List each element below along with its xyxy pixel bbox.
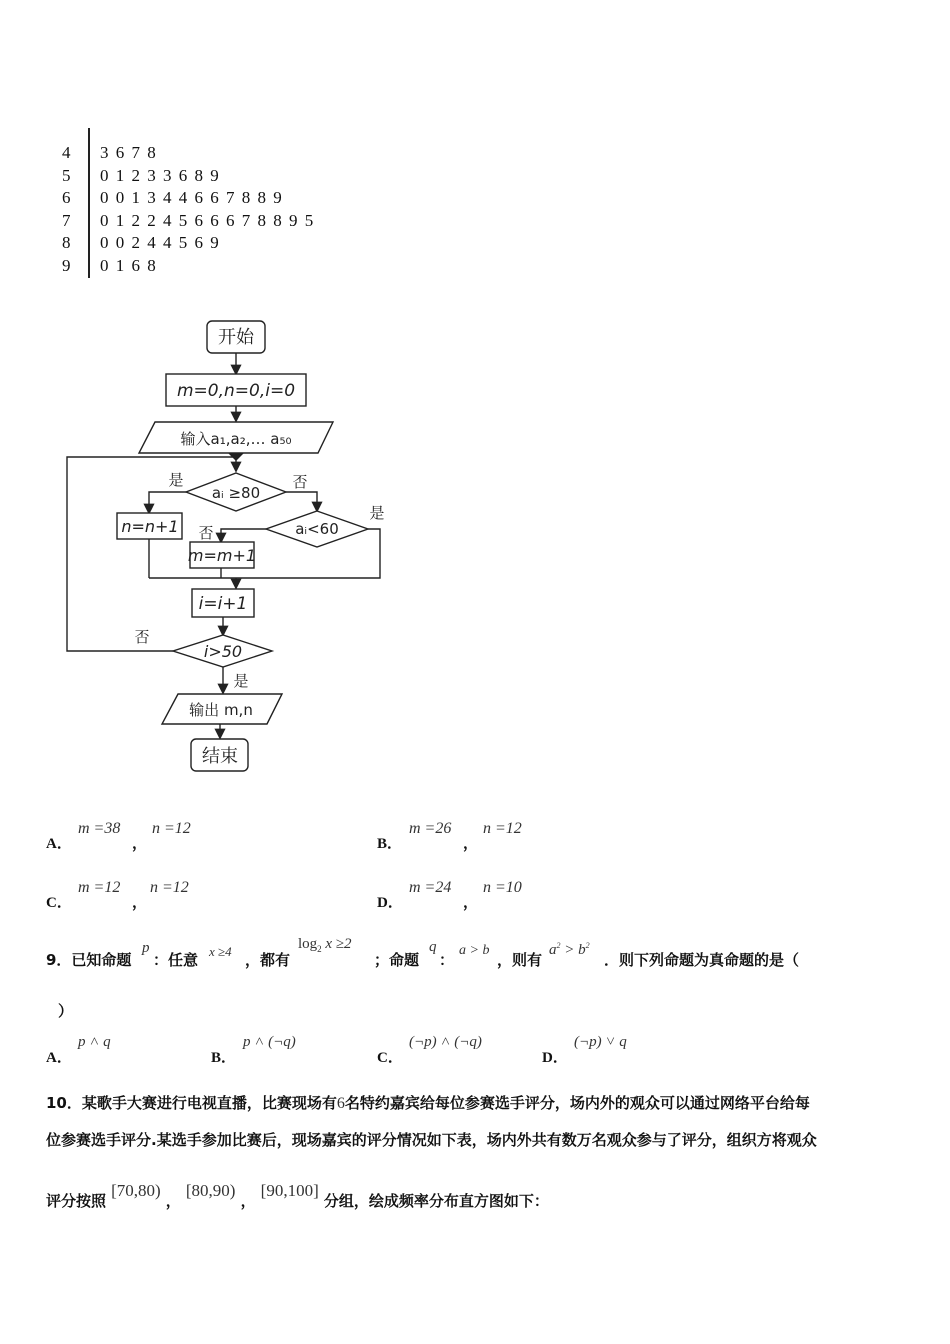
- i-update-label: i=i+1: [198, 594, 248, 614]
- no3-label: 否: [134, 628, 150, 646]
- a2-b2-expression: $a^2 > b^2$: [549, 941, 590, 958]
- stem-row: 6 0 0 1 3 4 4 6 6 7 8 8 9: [62, 188, 282, 207]
- stem-row: 9 0 1 6 8: [62, 256, 156, 275]
- no1-label: 否: [292, 473, 308, 491]
- cond1-label: aᵢ ≥80: [211, 484, 261, 502]
- q10-line-3: 评分按照 [70,80) ， [80,90) ， [90,100] 分组，绘成频率分布直方图如下：: [46, 1181, 549, 1210]
- option-a: A． m =38 ， n =12: [46, 820, 191, 852]
- output-label: 输出 m,n: [189, 701, 253, 719]
- option-b: B． m =26 ， n =12: [377, 820, 522, 852]
- stem-row: 8 0 0 2 4 4 5 6 9: [62, 233, 219, 252]
- q9-option-b: B． p ˄ (¬q): [211, 1034, 296, 1066]
- end-label: 结束: [202, 746, 238, 767]
- q10-line-1: 10．某歌手大赛进行电视直播，比赛现场有6名特约嘉宾给每位参赛选手评分，场内外的观众可以通过网络平台给每: [46, 1094, 810, 1112]
- q9-option-c: C． (¬p) ˄ (¬q): [377, 1034, 482, 1066]
- input-label: 输入a₁,a₂,… a₅₀: [180, 430, 292, 448]
- init-label: m=0,n=0,i=0: [176, 381, 296, 401]
- m-update-label: m=m+1: [187, 546, 257, 565]
- stem-row: 5 0 1 2 3 3 6 8 9: [62, 166, 219, 185]
- start-label: 开始: [218, 327, 254, 348]
- cond3-label: i>50: [203, 642, 243, 661]
- q10-line-2: 位参赛选手评分.某选手参加比赛后，现场嘉宾的评分情况如下表，场内外共有数万名观众参与了评分，组织方将观众: [46, 1131, 817, 1149]
- yes1-label: 是: [168, 471, 184, 489]
- q9-option-a: A． p ˄ q: [46, 1034, 111, 1066]
- yes2-label: 是: [369, 504, 385, 522]
- option-d: D． m =24 ， n =10: [377, 879, 522, 911]
- n-update-label: n=n+1: [121, 517, 179, 536]
- q9-option-d: D． (¬p) ˅ q: [542, 1034, 627, 1066]
- log-expression: $\log_2 x \ge 2$: [298, 936, 352, 954]
- cond2-label: aᵢ<60: [295, 520, 339, 538]
- yes3-label: 是: [233, 672, 249, 690]
- stem-row: 7 0 1 2 2 4 5 6 6 6 7 8 8 9 5: [62, 211, 314, 230]
- stem-row: 4 3 6 7 8: [62, 143, 156, 162]
- no2-label: 否: [198, 524, 214, 542]
- option-c: C． m =12 ， n =12: [46, 879, 189, 911]
